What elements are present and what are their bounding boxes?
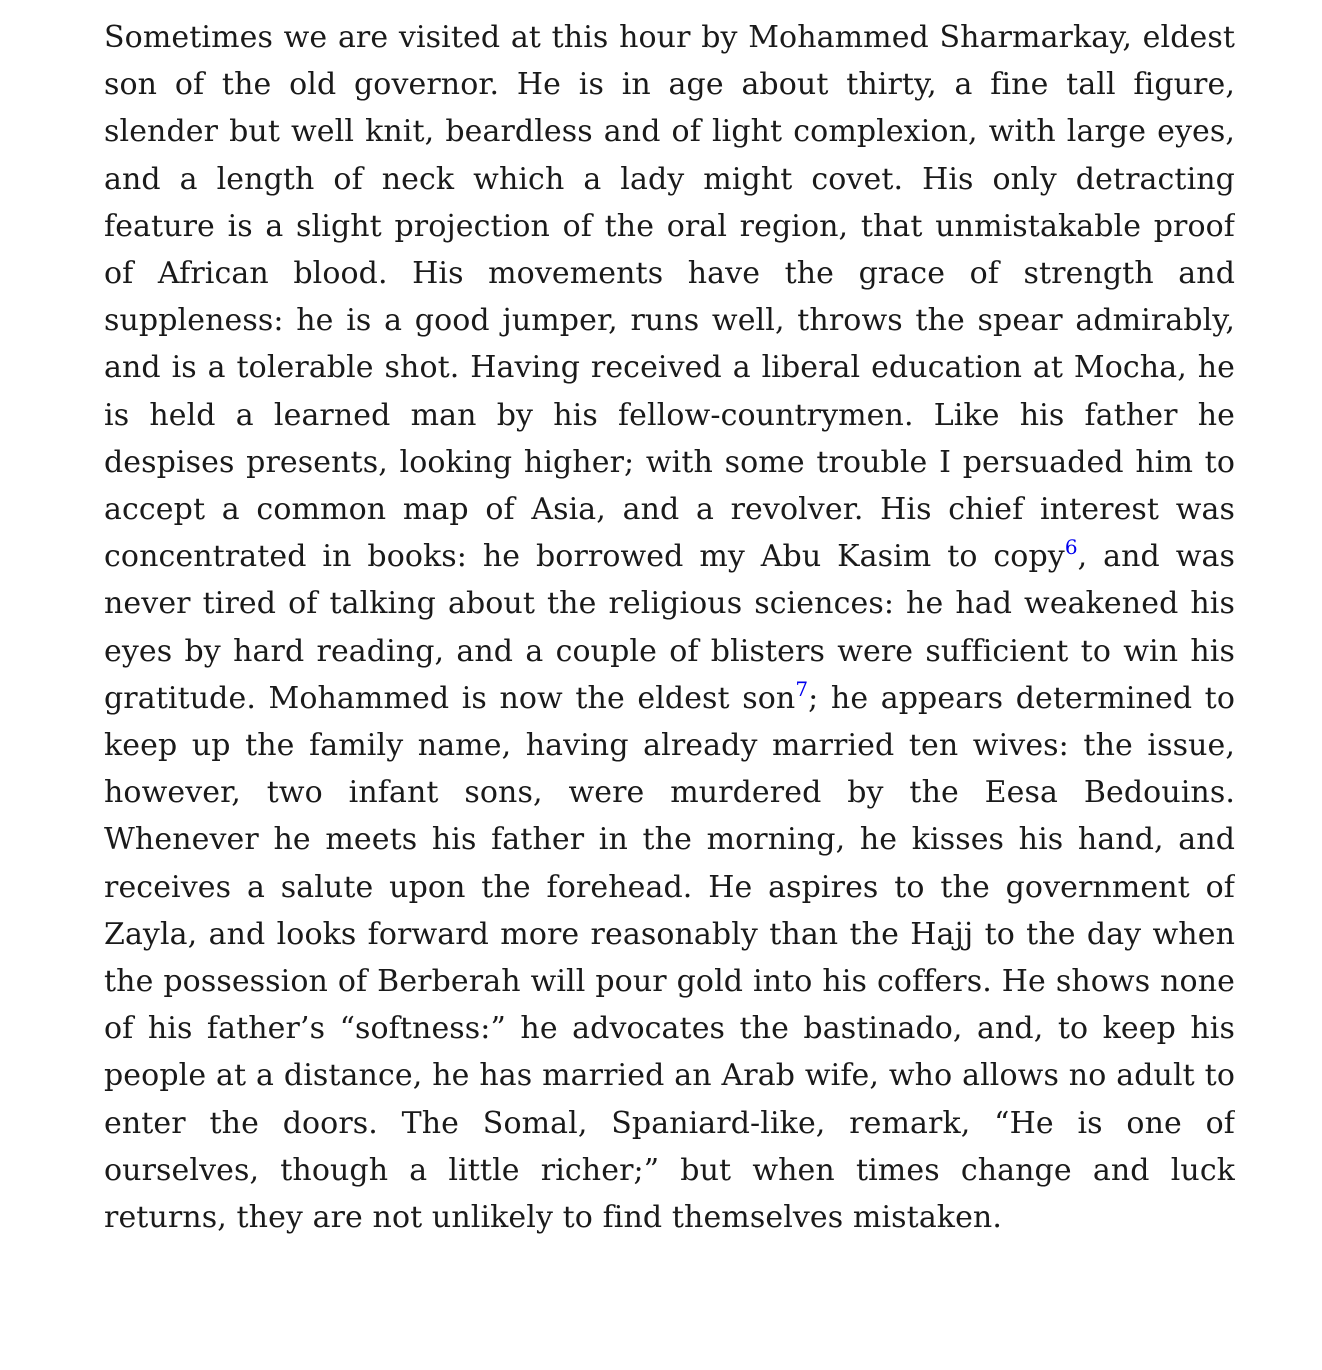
footnote-link-7[interactable]: 7 — [795, 676, 809, 701]
page-content — [104, 14, 1235, 1364]
paragraph-text-part-2: , and was never tired of talking about the religious sciences: he had weakened his eyes by hard reading, and a couple of blisters were sufficient to win his gratitude. Mohammed is now the eldest son — [104, 539, 1235, 716]
paragraph-text-part-3: ; he appears determined to keep up the family name, having already married ten wives: the issue, however, two infant sons, were murdered by the Eesa Bedouins. Whenever he meets his father in the morning, he kisses his hand, and receives a salute upon the forehead. He aspires to the government of Zayla, and looks forward more reasonably than the Hajj to the day when the possession of Berberah will pour gold into his coffers. He shows none of his father’s “softness:” he advocates the bastinado, and, to keep his people at a distance, he has married an Arab wife, who allows no adult to enter the doors. The Somal, Spaniard-like, remark, “He is one of ourselves, though a little richer;” but when times change and luck returns, they are not unlikely to find themselves mistaken. — [104, 680, 1235, 1236]
paragraph-text-part-1: Sometimes we are visited at this hour by Mohammed Sharmarkay, eldest son of the old governor. He is in age about thirty, a fine tall figure, slender but well knit, beardless and of light complexion, with large eyes, and a length of neck which a lady might covet. His only detracting feature is a slight projection of the oral region, that unmistakable proof of African blood. His movements have the grace of strength and suppleness: he is a good jumper, runs well, throws the spear admirably, and is a tolerable shot. Having received a liberal education at Mocha, he is held a learned man by his fellow-countrymen. Like his father he despises presents, looking higher; with some trouble I persuaded him to accept a common map of Asia, and a revolver. His chief interest was concentrated in books: he borrowed my Abu Kasim to copy — [104, 20, 1235, 575]
footnote-link-6[interactable]: 6 — [1064, 535, 1078, 560]
body-paragraph — [104, 14, 1235, 1241]
